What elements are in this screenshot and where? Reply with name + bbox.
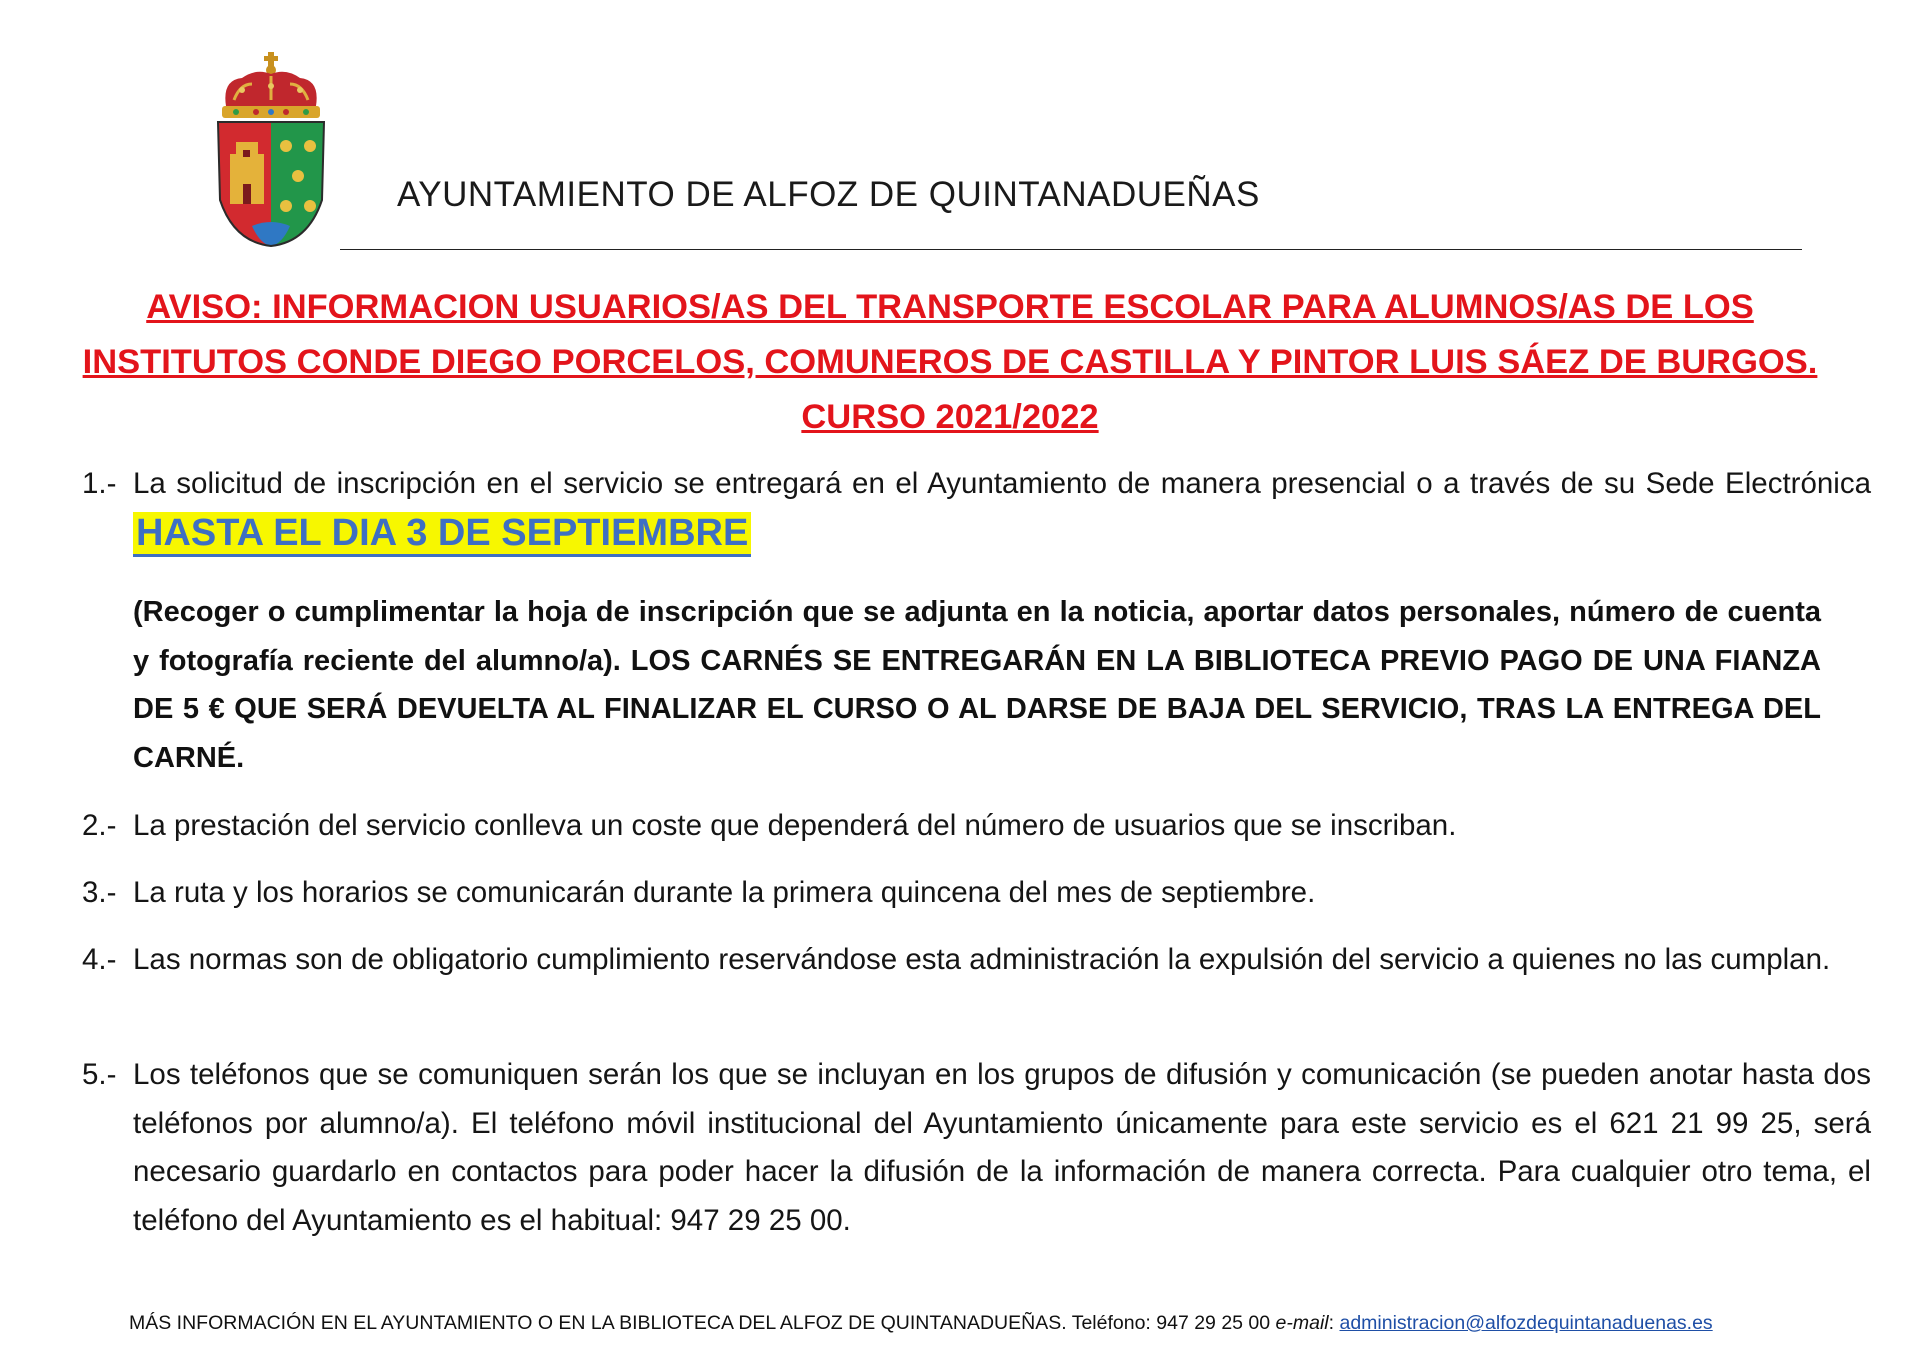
registration-note: (Recoger o cumplimentar la hoja de inscripción que se adjunta en la noticia, aportar datos personales, número de cuenta y fotografía reciente del alumno/a). LOS CARNÉS SE ENTREGARÁN EN LA BIBLIOTECA PREVIO PAGO DE UNA FIANZA DE 5 € QUE SERÁ DEVUELTA AL FINALIZAR EL CURSO O AL DARSE DE BAJA DEL SERVICIO, TRAS LA ENTREGA DEL CARNÉ.	[133, 596, 1821, 774]
list-item	[82, 869, 1871, 918]
item-number: 5.-	[82, 1058, 117, 1091]
deadline-highlight: HASTA EL DIA 3 DE SEPTIEMBRE	[133, 512, 751, 557]
item-text: La solicitud de inscripción en el servicio se entregará en el Ayuntamiento de manera presencial o a través de su Sede Electrónica	[133, 467, 1871, 500]
item-number: 4.-	[82, 943, 117, 976]
email-separator: :	[1328, 1312, 1340, 1334]
email-link[interactable]: administracion@alfozdequintanaduenas.es	[1339, 1312, 1713, 1334]
item-text: La ruta y los horarios se comunicarán durante la primera quincena del mes de septiembre.	[133, 876, 1316, 909]
list-item	[82, 802, 1871, 851]
item-number: 1.-	[82, 467, 117, 500]
footer-text: MÁS INFORMACIÓN EN EL AYUNTAMIENTO O EN LA BIBLIOTECA DEL ALFOZ DE QUINTANADUEÑAS. Teléfono: 947 29 25 00	[129, 1312, 1276, 1334]
list-item	[82, 460, 1871, 560]
item-number: 2.-	[82, 809, 117, 842]
item-text: Las normas son de obligatorio cumplimiento reservándose esta administración la expulsión del servicio a quienes no las cumplan.	[133, 943, 1831, 976]
header-divider	[340, 249, 1802, 250]
notice-heading-line: INSTITUTOS CONDE DIEGO PORCELOS, COMUNEROS DE CASTILLA Y PINTOR LUIS SÁEZ DE BURGOS.	[82, 343, 1818, 381]
email-label: e-mail	[1275, 1312, 1329, 1334]
municipal-coat-of-arms-icon	[212, 50, 330, 250]
item-text: Los teléfonos que se comuniquen serán los que se incluyan en los grupos de difusión y comunicación (se pueden anotar hasta dos teléfonos por alumno/a). El teléfono móvil institucional del Ayuntamiento únicamente para este servicio es el 621 21 99 25, será necesario guardarlo en contactos para poder hacer la difusión de la información de manera correcta. Para cualquier otro tema, el teléfono del Ayuntamiento es el habitual: 947 29 25 00.	[133, 1058, 1871, 1237]
footer-contact	[129, 1312, 1713, 1335]
item-number: 3.-	[82, 876, 117, 909]
notice-heading-line: AVISO: INFORMACION USUARIOS/AS DEL TRANSPORTE ESCOLAR PARA ALUMNOS/AS DE LOS	[146, 288, 1754, 326]
page-title: AYUNTAMIENTO DE ALFOZ DE QUINTANADUEÑAS	[397, 175, 1260, 214]
item-text: La prestación del servicio conlleva un coste que dependerá del número de usuarios que se inscriban.	[133, 809, 1457, 842]
list-item	[82, 1051, 1871, 1245]
notice-heading	[60, 280, 1840, 445]
list-item	[82, 936, 1871, 985]
notice-heading-line: CURSO 2021/2022	[801, 398, 1099, 436]
